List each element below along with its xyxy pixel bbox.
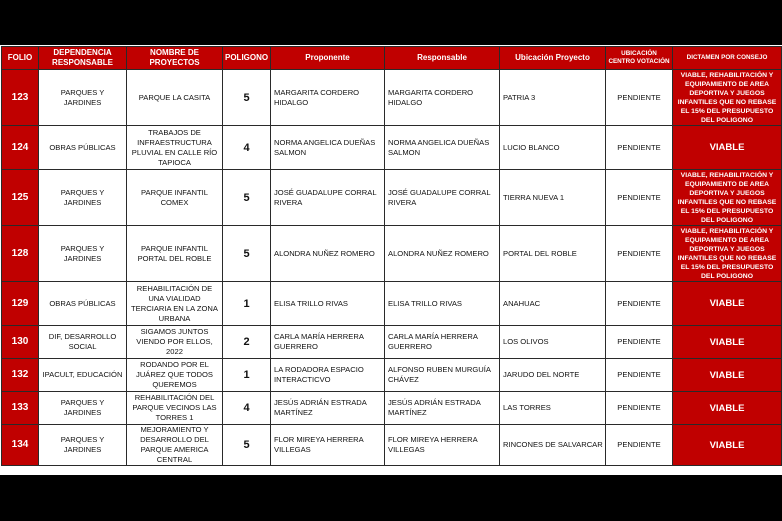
cell-folio: 132 — [2, 359, 39, 392]
cell-dictamen: VIABLE — [673, 282, 782, 326]
header-ubicacion: Ubicación Proyecto — [500, 47, 606, 70]
cell-folio: 134 — [2, 425, 39, 466]
cell-proponente: ELISA TRILLO RIVAS — [271, 282, 385, 326]
cell-centro-votacion: PENDIENTE — [606, 170, 673, 226]
header-dependencia: DEPENDENCIA RESPONSABLE — [39, 47, 127, 70]
cell-nombre: RODANDO POR EL JUÁREZ QUE TODOS QUEREMOS — [127, 359, 223, 392]
header-centro-votacion: UBICACIÓN CENTRO VOTACIÓN — [606, 47, 673, 70]
header-nombre: NOMBRE DE PROYECTOS — [127, 47, 223, 70]
cell-nombre: TRABAJOS DE INFRAESTRUCTURA PLUVIAL EN CALLE RÍO TAPIOCA — [127, 126, 223, 170]
cell-proponente: LA RODADORA ESPACIO INTERACTICVO — [271, 359, 385, 392]
document-sheet — [0, 45, 782, 475]
cell-dependencia: PARQUES Y JARDINES — [39, 70, 127, 126]
header-responsable: Responsable — [385, 47, 500, 70]
cell-folio: 133 — [2, 392, 39, 425]
cell-poligono: 5 — [223, 170, 271, 226]
cell-nombre: PARQUE LA CASITA — [127, 70, 223, 126]
cell-poligono: 1 — [223, 359, 271, 392]
cell-proponente: NORMA ANGELICA DUEÑAS SALMON — [271, 126, 385, 170]
cell-ubicacion: JARUDO DEL NORTE — [500, 359, 606, 392]
cell-responsable: ELISA TRILLO RIVAS — [385, 282, 500, 326]
cell-dictamen: VIABLE — [673, 326, 782, 359]
cell-nombre: PARQUE INFANTIL PORTAL DEL ROBLE — [127, 226, 223, 282]
cell-poligono: 5 — [223, 425, 271, 466]
cell-dependencia: OBRAS PÚBLICAS — [39, 282, 127, 326]
cell-responsable: CARLA MARÍA HERRERA GUERRERO — [385, 326, 500, 359]
cell-proponente: JOSÉ GUADALUPE CORRAL RIVERA — [271, 170, 385, 226]
cell-centro-votacion: PENDIENTE — [606, 70, 673, 126]
cell-proponente: FLOR MIREYA HERRERA VILLEGAS — [271, 425, 385, 466]
cell-responsable: JESÚS ADRIÁN ESTRADA MARTÍNEZ — [385, 392, 500, 425]
cell-responsable: MARGARITA CORDERO HIDALGO — [385, 70, 500, 126]
table-row — [2, 170, 782, 226]
cell-poligono: 5 — [223, 226, 271, 282]
cell-ubicacion: LAS TORRES — [500, 392, 606, 425]
header-folio: FOLIO — [2, 47, 39, 70]
header-dictamen: DICTAMEN POR CONSEJO — [673, 47, 782, 70]
table-row — [2, 70, 782, 126]
cell-ubicacion: LOS OLIVOS — [500, 326, 606, 359]
table-row — [2, 282, 782, 326]
cell-folio: 123 — [2, 70, 39, 126]
cell-proponente: ALONDRA NUÑEZ ROMERO — [271, 226, 385, 282]
cell-responsable: ALONDRA NUÑEZ ROMERO — [385, 226, 500, 282]
cell-ubicacion: TIERRA NUEVA 1 — [500, 170, 606, 226]
cell-nombre: REHABILITACIÓN DE UNA VIALIDAD TERCIARIA EN LA ZONA URBANA — [127, 282, 223, 326]
table-row — [2, 392, 782, 425]
cell-poligono: 1 — [223, 282, 271, 326]
table-row — [2, 425, 782, 466]
cell-ubicacion: RINCONES DE SALVARCAR — [500, 425, 606, 466]
projects-table — [1, 46, 782, 466]
cell-responsable: ALFONSO RUBEN MURGUÍA CHÁVEZ — [385, 359, 500, 392]
header-proponente: Proponente — [271, 47, 385, 70]
cell-dictamen: VIABLE — [673, 359, 782, 392]
cell-proponente: CARLA MARÍA HERRERA GUERRERO — [271, 326, 385, 359]
cell-dependencia: PARQUES Y JARDINES — [39, 425, 127, 466]
cell-centro-votacion: PENDIENTE — [606, 126, 673, 170]
cell-ubicacion: ANAHUAC — [500, 282, 606, 326]
cell-dictamen: VIABLE, REHABILITACIÓN Y EQUIPAMIENTO DE AREA DEPORTIVA Y JUEGOS INFANTILES QUE NO REBASE EL 15% DEL PRESUPUESTO DEL POLIGONO — [673, 226, 782, 282]
cell-nombre: PARQUE INFANTIL COMEX — [127, 170, 223, 226]
cell-poligono: 4 — [223, 126, 271, 170]
cell-folio: 124 — [2, 126, 39, 170]
cell-nombre: MEJORAMIENTO Y DESARROLLO DEL PARQUE AMERICA CENTRAL — [127, 425, 223, 466]
cell-responsable: NORMA ANGELICA DUEÑAS SALMON — [385, 126, 500, 170]
cell-dictamen: VIABLE — [673, 126, 782, 170]
header-poligono: POLIGONO — [223, 47, 271, 70]
cell-dependencia: DIF, DESARROLLO SOCIAL — [39, 326, 127, 359]
cell-poligono: 5 — [223, 70, 271, 126]
cell-ubicacion: PATRIA 3 — [500, 70, 606, 126]
cell-dependencia: IPACULT, EDUCACIÓN — [39, 359, 127, 392]
cell-centro-votacion: PENDIENTE — [606, 226, 673, 282]
cell-responsable: FLOR MIREYA HERRERA VILLEGAS — [385, 425, 500, 466]
cell-poligono: 4 — [223, 392, 271, 425]
cell-centro-votacion: PENDIENTE — [606, 359, 673, 392]
cell-proponente: MARGARITA CORDERO HIDALGO — [271, 70, 385, 126]
cell-centro-votacion: PENDIENTE — [606, 282, 673, 326]
table-row — [2, 126, 782, 170]
cell-dependencia: PARQUES Y JARDINES — [39, 170, 127, 226]
cell-dictamen: VIABLE, REHABILITACIÓN Y EQUIPAMIENTO DE AREA DEPORTIVA Y JUEGOS INFANTILES QUE NO REBASE EL 15% DEL PRESUPUESTO DEL POLIGONO — [673, 70, 782, 126]
cell-dependencia: PARQUES Y JARDINES — [39, 226, 127, 282]
cell-nombre: SIGAMOS JUNTOS VIENDO POR ELLOS, 2022 — [127, 326, 223, 359]
cell-ubicacion: PORTAL DEL ROBLE — [500, 226, 606, 282]
cell-folio: 129 — [2, 282, 39, 326]
cell-folio: 130 — [2, 326, 39, 359]
cell-centro-votacion: PENDIENTE — [606, 425, 673, 466]
cell-ubicacion: LUCIO BLANCO — [500, 126, 606, 170]
table-row — [2, 359, 782, 392]
cell-dependencia: PARQUES Y JARDINES — [39, 392, 127, 425]
cell-proponente: JESÚS ADRIÁN ESTRADA MARTÍNEZ — [271, 392, 385, 425]
cell-centro-votacion: PENDIENTE — [606, 326, 673, 359]
cell-dictamen: VIABLE, REHABILITACIÓN Y EQUIPAMIENTO DE AREA DEPORTIVA Y JUEGOS INFANTILES QUE NO REBASE EL 15% DEL PRESUPUESTO DEL POLIGONO — [673, 170, 782, 226]
cell-dependencia: OBRAS PÚBLICAS — [39, 126, 127, 170]
cell-folio: 128 — [2, 226, 39, 282]
cell-poligono: 2 — [223, 326, 271, 359]
cell-dictamen: VIABLE — [673, 425, 782, 466]
table-header-row — [2, 47, 782, 70]
cell-nombre: REHABILITACIÓN DEL PARQUE VECINOS LAS TORRES 1 — [127, 392, 223, 425]
table-row — [2, 226, 782, 282]
cell-dictamen: VIABLE — [673, 392, 782, 425]
cell-centro-votacion: PENDIENTE — [606, 392, 673, 425]
table-row — [2, 326, 782, 359]
cell-responsable: JOSÉ GUADALUPE CORRAL RIVERA — [385, 170, 500, 226]
cell-folio: 125 — [2, 170, 39, 226]
